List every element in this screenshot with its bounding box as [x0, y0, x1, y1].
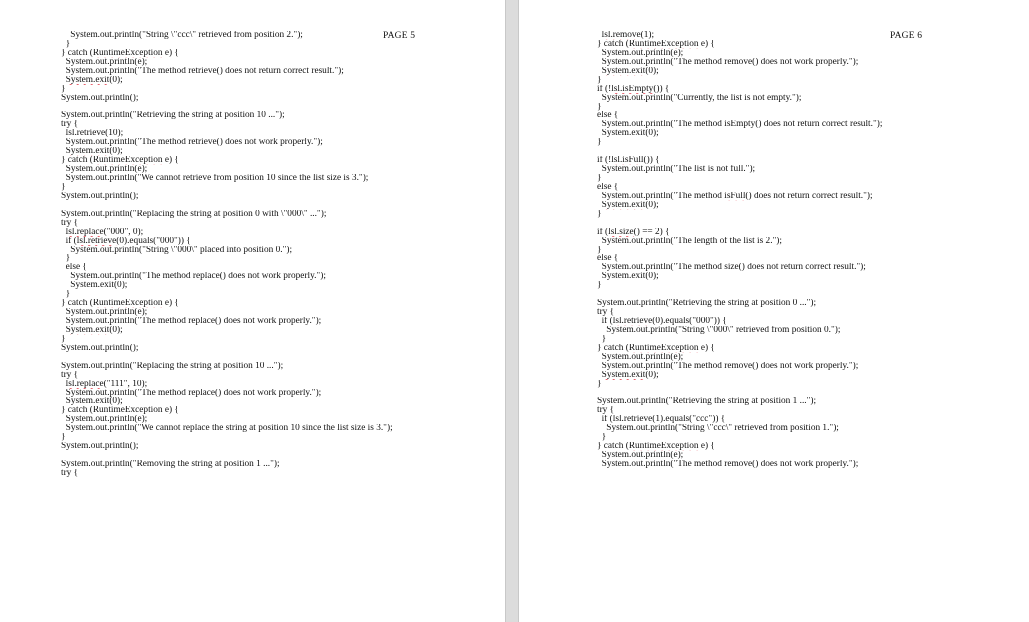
- spellcheck-underline: System.exit: [601, 272, 646, 282]
- code-line: System.out.println("String \"000\" retrieved from position 0.");: [597, 325, 841, 335]
- spellcheck-underline: System.exit: [65, 147, 110, 157]
- code-line: }: [597, 433, 607, 443]
- code-line: [519, 219, 1029, 228]
- code-line: try {: [597, 406, 615, 416]
- code-line: System.out.println("Currently, the list is not empty.");: [597, 93, 802, 103]
- code-line: else {: [597, 254, 619, 264]
- spellcheck-underline: RuntimeException: [92, 299, 163, 309]
- code-line: if (!lsl.isEmpty()) {: [597, 84, 670, 94]
- code-line: System.out.println("Replacing the string at position 0 with \"000\" ...");: [61, 209, 327, 219]
- page-number: PAGE 5: [383, 31, 416, 41]
- code-line: System.out.println("The method replace() does not work properly.");: [61, 272, 326, 282]
- code-line: System.out.println("String \"ccc\" retrieved from position 2.");: [61, 31, 303, 40]
- spellcheck-underline: lsl.retrieve: [612, 415, 653, 425]
- code-line: System.exit(0);: [65, 397, 123, 407]
- spellcheck-underline: lsl.replace: [65, 227, 104, 237]
- code-line: System.out.println();: [61, 343, 139, 353]
- code-line: System.exit(0);: [601, 272, 659, 282]
- code-line: System.out.println("The method replace() does not work properly.");: [61, 388, 322, 398]
- code-line: if (lsl.size() == 2) {: [597, 227, 670, 237]
- spellcheck-underline: lsl.retrieve: [65, 129, 106, 139]
- code-line: } catch (RuntimeException e) {: [61, 156, 179, 166]
- code-line: System.out.println("We cannot retrieve from position 10 since the list size is 3.");: [61, 174, 369, 183]
- spellcheck-underline: lsl.remove: [601, 31, 641, 40]
- code-line: System.out.println("The method remove() does not work properly.");: [597, 57, 859, 67]
- code-line: } catch (RuntimeException e) {: [61, 406, 179, 416]
- code-line: try {: [597, 308, 615, 317]
- code-line: System.exit(0);: [601, 370, 659, 380]
- code-line: }: [61, 84, 66, 94]
- code-line: System.out.println(e);: [61, 415, 148, 425]
- code-line: try {: [61, 468, 79, 478]
- code-line: System.out.println("Retrieving the string at position 1 ...");: [597, 397, 817, 407]
- code-line: System.out.println(e);: [597, 48, 684, 58]
- code-line: System.out.println("The method replace() does not work properly.");: [61, 317, 322, 326]
- code-line: System.out.println(e);: [61, 57, 148, 67]
- code-line: System.out.println("We cannot replace the string at position 10 since the list size is 3.");: [61, 424, 393, 434]
- code-line: System.out.println("String \"ccc\" retrieved from position 1.");: [597, 424, 839, 434]
- code-line: else {: [597, 182, 619, 192]
- code-line: }: [597, 138, 602, 148]
- code-line: try {: [61, 218, 79, 228]
- spellcheck-underline: lsl.isFull: [611, 156, 644, 166]
- code-line: }: [597, 334, 607, 344]
- code-line: System.out.println("Removing the string at position 1 ...");: [61, 460, 280, 469]
- code-line: System.exit(0);: [65, 147, 123, 157]
- code-line: } catch (RuntimeException e) {: [61, 299, 179, 309]
- code-line: System.exit(0);: [65, 75, 123, 85]
- code-line: System.out.println("Retrieving the string at position 10 ...");: [61, 111, 285, 121]
- code-line: }: [61, 433, 66, 443]
- code-line: System.out.println("The method remove() does not work properly.");: [597, 460, 859, 469]
- spellcheck-underline: RuntimeException: [92, 156, 163, 166]
- code-line: System.exit(0);: [601, 200, 659, 210]
- code-line: [0, 201, 505, 210]
- spellcheck-underline: RuntimeException: [92, 406, 163, 416]
- code-line: lsl.retrieve(10);: [65, 129, 124, 139]
- code-line: System.out.println("Retrieving the string at position 0 ...");: [597, 299, 817, 309]
- document-page-left: [0, 0, 505, 622]
- code-line: }: [61, 334, 66, 344]
- document-page-right: [519, 0, 1029, 622]
- code-line: }: [61, 39, 71, 49]
- code-line: System.out.println("Replacing the string at position 10 ...");: [61, 361, 284, 371]
- spellcheck-underline: System.exit: [601, 200, 646, 210]
- code-line: }: [597, 245, 602, 255]
- spellcheck-underline: System.exit: [65, 397, 110, 407]
- code-lines: [519, 31, 1029, 469]
- code-line: System.out.println(e);: [597, 352, 684, 362]
- code-line: System.out.println("The method retrieve() does not work properly.");: [61, 138, 323, 148]
- code-line: System.out.println();: [61, 93, 139, 103]
- code-line: if (!lsl.isFull()) {: [597, 156, 660, 166]
- code-line: else {: [61, 263, 87, 273]
- spellcheck-underline: lsl.size: [608, 227, 634, 237]
- code-line: System.out.println(e);: [61, 308, 148, 317]
- page-number: PAGE 6: [890, 31, 923, 41]
- code-line: lsl.replace("000", 0);: [65, 227, 144, 237]
- spellcheck-underline: RuntimeException: [92, 48, 163, 58]
- spellcheck-underline: System.exit: [65, 325, 110, 335]
- spellcheck-underline: RuntimeException: [628, 343, 699, 353]
- spellcheck-underline: System.exit: [65, 75, 110, 85]
- code-line: }: [597, 209, 602, 219]
- code-line: System.out.println("The method remove() does not work properly.");: [597, 361, 859, 371]
- code-line: System.out.println();: [61, 442, 139, 452]
- spellcheck-underline: System.exit: [601, 129, 646, 139]
- code-line: System.exit(0);: [601, 66, 659, 76]
- spellcheck-underline: isFull: [724, 191, 746, 201]
- spellcheck-underline: lsl.replace: [65, 379, 104, 389]
- code-lines: [0, 31, 505, 478]
- code-line: }: [61, 182, 66, 192]
- code-line: try {: [61, 370, 79, 380]
- code-line: } catch (RuntimeException e) {: [597, 442, 715, 452]
- code-line: [0, 103, 505, 112]
- code-line: }: [597, 379, 602, 389]
- code-line: [0, 451, 505, 460]
- code-line: if (lsl.retrieve(0).equals("000")) {: [61, 236, 191, 246]
- code-line: System.out.println(e);: [61, 165, 148, 174]
- code-line: System.exit(0);: [65, 325, 123, 335]
- code-line: if (lsl.retrieve(1).equals("ccc")) {: [597, 415, 726, 425]
- code-line: System.out.println("The method isEmpty() does not return correct result.");: [597, 120, 883, 130]
- spellcheck-underline: System.exit: [601, 66, 646, 76]
- page-gutter: [505, 0, 519, 622]
- code-line: }: [61, 290, 71, 300]
- code-line: System.exit(0);: [601, 129, 659, 139]
- code-line: System.out.println(e);: [597, 451, 684, 460]
- spellcheck-underline: System.exit: [601, 370, 646, 380]
- code-line: System.out.println("String \"000\" placed into position 0.");: [61, 245, 293, 255]
- spellcheck-underline: lsl.retrieve: [76, 236, 117, 246]
- code-line: [519, 389, 1029, 398]
- code-line: }: [61, 254, 71, 264]
- code-line: }: [597, 281, 602, 291]
- code-line: }: [597, 174, 602, 183]
- code-line: if (lsl.retrieve(0).equals("000")) {: [597, 317, 727, 326]
- code-line: }: [597, 75, 602, 85]
- spellcheck-underline: lsl.isEmpty: [611, 84, 654, 94]
- code-line: lsl.remove(1);: [601, 31, 655, 40]
- spellcheck-underline: System.exit: [70, 281, 114, 291]
- code-line: System.exit(0);: [70, 281, 128, 291]
- code-line: } catch (RuntimeException e) {: [597, 343, 715, 353]
- code-line: else {: [597, 111, 619, 121]
- code-line: System.out.println("The length of the list is 2.");: [597, 236, 782, 246]
- code-line: System.out.println("The list is not full.");: [597, 165, 756, 174]
- code-line: } catch (RuntimeException e) {: [61, 48, 179, 58]
- spellcheck-underline: lsl.retrieve: [612, 317, 653, 326]
- code-line: System.out.println("The method isFull() does not return correct result.");: [597, 191, 873, 201]
- code-line: lsl.replace("111", 10);: [65, 379, 148, 389]
- code-line: System.out.println("The method size() does not return correct result.");: [597, 263, 866, 273]
- spellcheck-underline: RuntimeException: [628, 39, 699, 49]
- code-line: [519, 290, 1029, 299]
- code-line: }: [597, 102, 602, 112]
- code-line: try {: [61, 120, 79, 130]
- code-line: System.out.println();: [61, 191, 139, 201]
- spellcheck-underline: RuntimeException: [628, 442, 699, 452]
- code-line: [519, 147, 1029, 156]
- code-line: } catch (RuntimeException e) {: [597, 39, 715, 49]
- code-line: System.out.println("The method retrieve() does not return correct result.");: [61, 66, 344, 76]
- spellcheck-underline: isEmpty: [724, 120, 756, 130]
- code-line: [0, 353, 505, 362]
